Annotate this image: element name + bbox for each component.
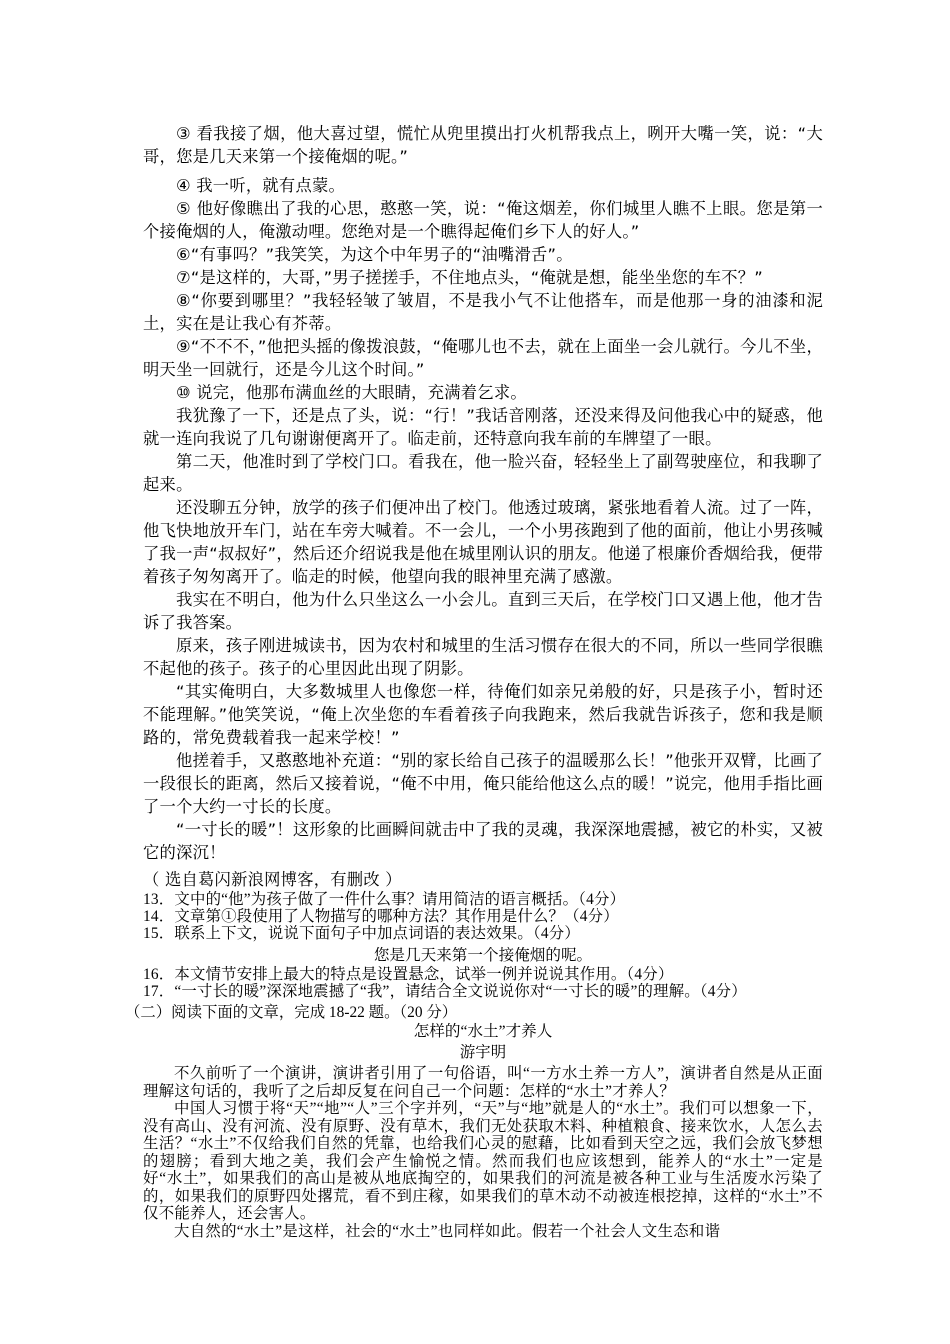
question-17: 17．“一寸长的暖”深深地震撼了“我”，请结合全文说说你对“一寸长的暖”的理解。（4分） [143,983,747,1000]
story-paragraph: 我实在不明白，他为什么只坐这么一小会儿。直到三天后，在学校门口又遇上他，他才告诉了我答案。 [143,590,823,632]
essay-author: 游宇明 [459,1043,507,1061]
essay-paragraph: 不久前听了一个演讲，演讲者引用了一句俗语，叫“一方水土养一方人”，演讲者自然是从正面理解这句话的，我听了之后却反复在问自己一个问题：怎样的“水土”才养人？ [143,1065,823,1100]
story-paragraph: 第二天，他准时到了学校门口。看我在，他一脸兴奋，轻轻坐上了副驾驶座位，和我聊了起来。 [143,452,823,494]
questions-block [143,891,823,1000]
question-16: 16．本文情节安排上最大的特点是设置悬念，试举一例并说说其作用。（4分） [143,966,674,983]
story-paragraph-6: ⑥“有事吗？”我笑笑，为这个中年男子的“油嘴滑舌”。 [176,245,573,264]
essay-title: 怎样的“水土”才养人 [413,1023,553,1040]
story-paragraph-9: ⑨“不不不，”他把头摇的像拨浪鼓，“俺哪儿也不去，就在上面坐一会儿就行。今儿不坐，明天坐一回就行，还是今儿这个时间。” [143,337,823,379]
essay-paragraph: 大自然的“水土”是这样，社会的“水土”也同样如此。假若一个社会人文生态和谐 [174,1222,721,1240]
story-paragraph-10: ⑩ 说完，他那布满血丝的大眼睛，充满着乞求。 [176,383,527,402]
story-paragraph-4: ④ 我一听，就有点蒙。 [176,176,346,195]
story-paragraph-5: ⑤ 他好像瞧出了我的心思，憨憨一笑，说：“俺这烟差，你们城里人瞧不上眼。您是第一个接俺烟的人，俺激动哩。您绝对是一个瞧得起俺们乡下人的好人。” [143,199,823,241]
story-paragraph: 他搓着手，又憨憨地补充道：“别的家长给自己孩子的温暖那么长！”他张开双臂，比画了一段很长的距离，然后又接着说，“俺不中用，俺只能给他这么点的暖！”说完，他用手指比画了一个大约一寸长的长度。 [143,751,823,816]
question-15-sentence: 您是几天来第一个接俺烟的呢。 [373,946,593,964]
story-paragraph: 原来，孩子刚进城读书，因为农村和城里的生活习惯存在很大的不同，所以一些同学很瞧不起他的孩子。孩子的心里因此出现了阴影。 [143,636,823,678]
question-13: 13．文中的“他”为孩子做了一件什么事？请用简洁的语言概括。（4分） [143,891,626,908]
story-paragraph-3: ③ 看我接了烟，他大喜过望，慌忙从兜里摸出打火机帮我点上，咧开大嘴一笑，说：“大哥，您是几天来第一个接俺烟的呢。” [143,124,823,166]
section-heading: （二）阅读下面的文章，完成 18-22 题。（20 分） [125,1004,458,1021]
story-paragraph: 还没聊五分钟，放学的孩子们便冲出了校门。他透过玻璃，紧张地看着人流。过了一阵，他飞快地放开车门，站在车旁大喊着。不一会儿，一个小男孩跑到了他的面前，他让小男孩喊了我一声“叔叔好”，然后还介绍说我是他在城里刚认识的朋友。他递了根廉价香烟给我，便带着孩子匆匆离开了。临走的时候，他望向我的眼神里充满了感激。 [143,498,823,586]
story-source: （ 选自葛闪新浪网博客，有删改 ） [143,870,402,889]
story-passage [143,122,823,891]
story-paragraph-7: ⑦“是这样的，大哥，”男子搓搓手，不住地点头，“俺就是想，能坐坐您的车不？” [176,268,763,287]
story-paragraph: 我犹豫了一下，还是点了头，说：“行！”我话音刚落，还没来得及问他我心中的疑惑，他就一连向我说了几句谢谢便离开了。临走前，还特意向我车前的车牌望了一眼。 [143,406,823,448]
story-paragraph-8: ⑧“你要到哪里？”我轻轻皱了皱眉，不是我小气不让他搭车，而是他那一身的油漆和泥土，实在是让我心有芥蒂。 [143,291,823,333]
essay-body [143,1065,823,1240]
story-paragraph: “其实俺明白，大多数城里人也像您一样，待俺们如亲兄弟般的好，只是孩子小，暂时还不能理解。”他笑笑说，“俺上次坐您的车看着孩子向我跑来，然后我就告诉孩子，您和我是顺路的，常免费载着我一起来学校！” [143,682,823,747]
question-15: 15．联系上下文，说说下面句子中加点词语的表达效果。（4分） [143,925,580,942]
document-page [125,122,823,1240]
question-14: 14．文章第①段使用了人物描写的哪种方法？其作用是什么？（4分） [143,908,619,925]
story-paragraph: “一寸长的暖”！这形象的比画瞬间就击中了我的灵魂，我深深地震撼，被它的朴实，又被它的深沉！ [143,820,823,862]
essay-paragraph: 中国人习惯于将“天”“地”“人”三个字并列，“天”与“地”就是人的“水土”。我们可以想象一下，没有高山、没有河流、没有原野、没有草木，我们无处获取木料、种植粮食、接来饮水，人怎么去生活？“水土”不仅给我们自然的凭靠，也给我们心灵的慰藉，比如看到天空之远，我们会放飞梦想的翅膀；看到大地之美，我们会产生愉悦之情。然而我们也应该想到，能养人的“水土”一定是好“水土”，如果我们的高山是被从地底掏空的，如果我们的河流是被各种工业与生活废水污染了的，如果我们的原野四处撂荒，看不到庄稼，如果我们的草木动不动被连根挖掉，这样的“水土”不仅不能养人，还会害人。 [143,1100,823,1222]
